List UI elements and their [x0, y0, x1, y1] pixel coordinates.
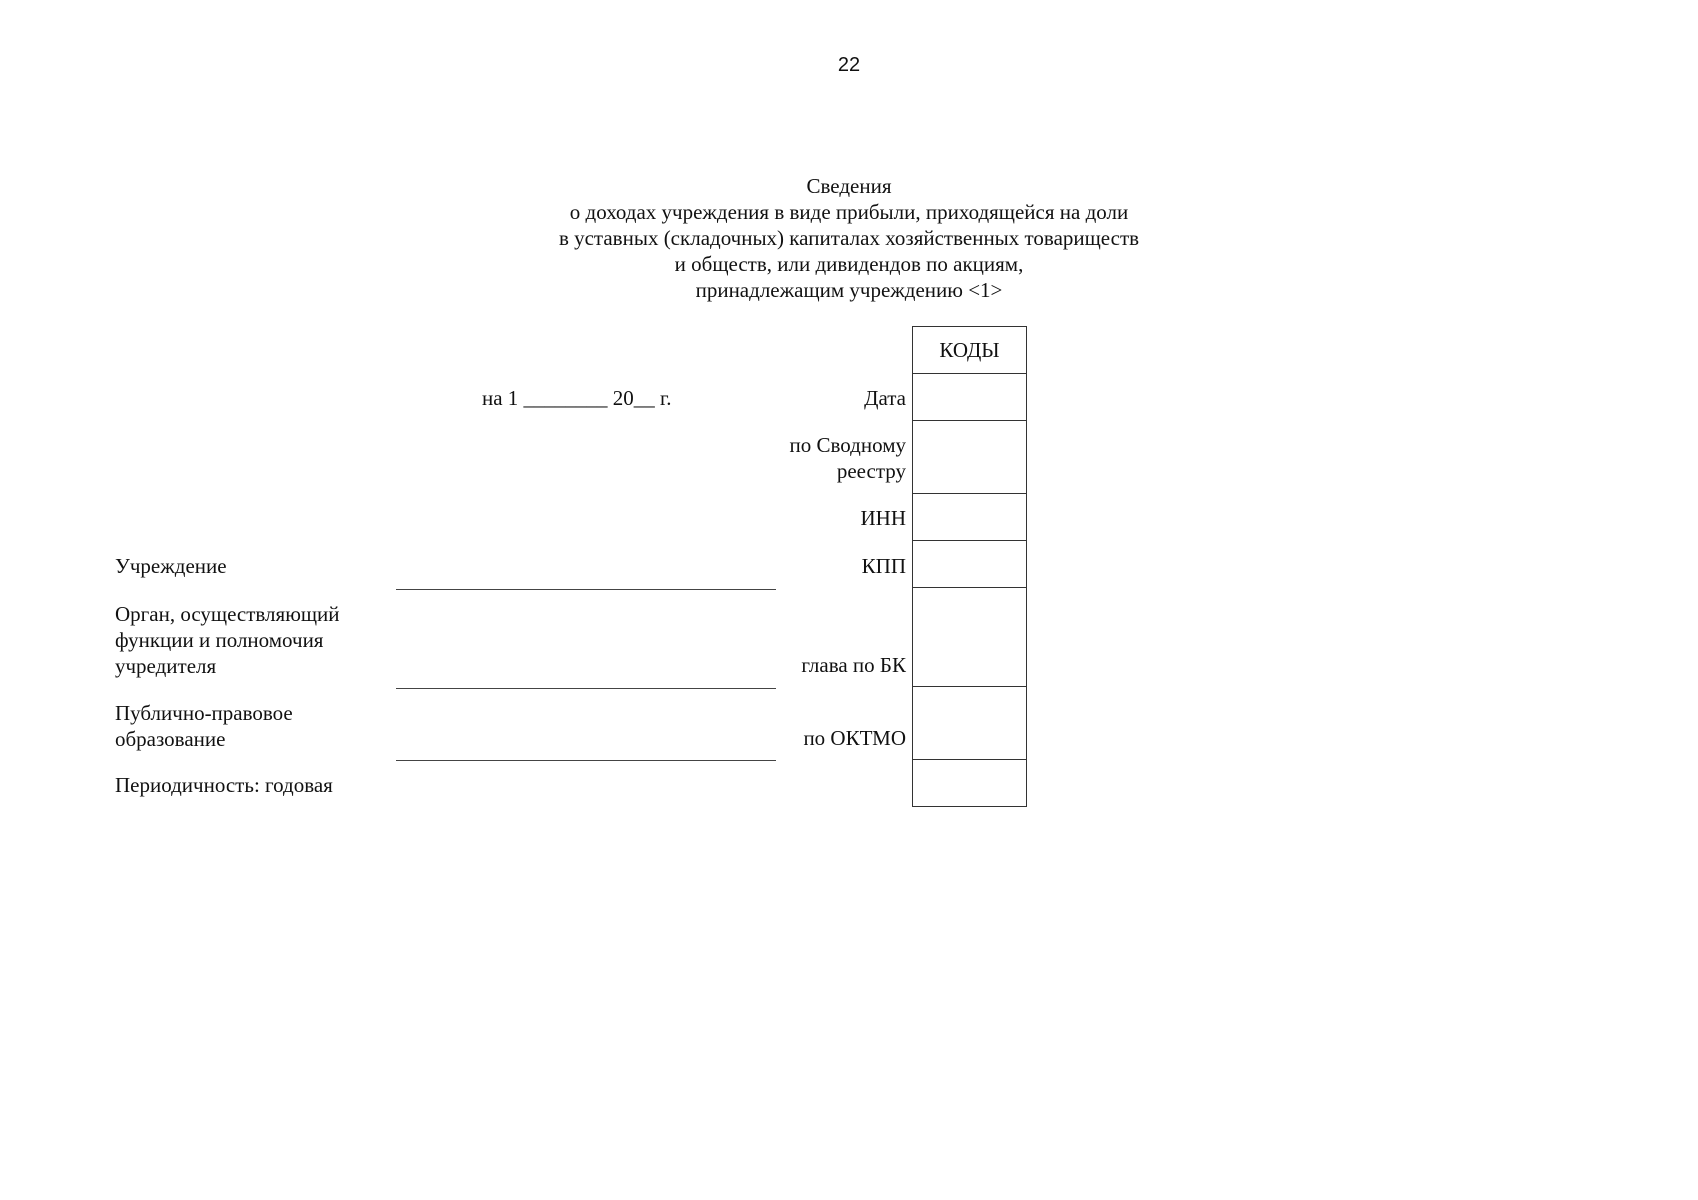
municipality-label — [115, 700, 293, 752]
periodicity-label: Периодичность: годовая — [115, 773, 333, 797]
bk-code-cell[interactable] — [913, 588, 1027, 687]
title-line: принадлежащим учреждению <1> — [695, 278, 1003, 302]
codes-header: КОДЫ — [913, 327, 1027, 374]
date-label: Дата — [864, 386, 906, 410]
title-line: о доходах учреждения в виде прибыли, приходящейся на доли — [569, 200, 1129, 224]
founder-label-line: Орган, осуществляющий — [115, 602, 340, 626]
founder-label-line: функции и полномочия — [115, 628, 324, 652]
inn-label: ИНН — [860, 506, 906, 530]
oktmo-code-cell[interactable] — [913, 687, 1027, 760]
registry-label-line: по Сводному — [789, 433, 906, 457]
registry-label-line: реестру — [836, 459, 906, 483]
kpp-code-cell[interactable] — [913, 541, 1027, 588]
page-number: 22 — [837, 54, 861, 76]
report-date-line: на 1 ________ 20__ г. — [482, 386, 672, 410]
date-code-cell[interactable] — [913, 374, 1027, 421]
periodicity-code-cell[interactable] — [913, 760, 1027, 807]
kpp-label: КПП — [861, 554, 906, 578]
title-line: Сведения — [806, 174, 892, 198]
registry-code-cell[interactable] — [913, 421, 1027, 494]
codes-table — [912, 326, 1027, 807]
founder-label-line: учредителя — [115, 654, 217, 678]
title-line: и обществ, или дивидендов по акциям, — [674, 252, 1024, 276]
title-line: в уставных (складочных) капиталах хозяйственных товариществ — [558, 226, 1140, 250]
inn-code-cell[interactable] — [913, 494, 1027, 541]
founder-underline[interactable] — [396, 688, 776, 689]
municipality-label-line: Публично-правовое — [115, 701, 293, 725]
municipality-label-line: образование — [115, 727, 226, 751]
document-title — [0, 173, 1698, 303]
institution-underline[interactable] — [396, 589, 776, 590]
municipality-underline[interactable] — [396, 760, 776, 761]
institution-label: Учреждение — [115, 554, 227, 578]
founder-label — [115, 601, 340, 679]
registry-label — [700, 432, 906, 484]
oktmo-label: по ОКТМО — [803, 726, 906, 750]
bk-label: глава по БК — [801, 653, 906, 677]
